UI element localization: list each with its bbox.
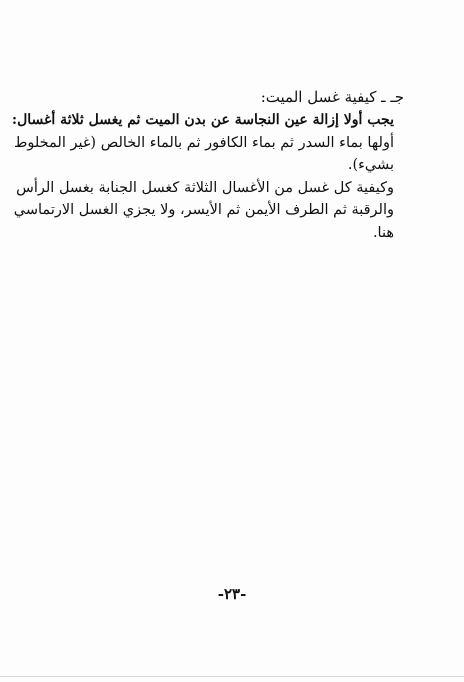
page-number: -٢٣- [217, 585, 247, 603]
text-line: بشيء). [347, 157, 394, 173]
page-edge-divider [0, 676, 464, 677]
section-heading: جـ ـ كيفية غسل الميت: [260, 88, 404, 106]
text-line: هنا. [372, 224, 394, 241]
text-line: يجب أولا إزالة عين النجاسة عن بدن الميت ثم يغسل ثلاثة أغسال: [11, 112, 394, 128]
text-line: أولها بماء السدر ثم بماء الكافور ثم بالماء الخالص (غير المخلوط [13, 134, 394, 151]
text-line: وكيفية كل غسل من الأغسال الثلاثة كغسل الجنابة بغسل الرأس [16, 179, 394, 196]
body-text [11, 86, 404, 244]
text-line: والرقبة ثم الطرف الأيمن ثم الأيسر، ولا يجزي الغسل الارتماسي [13, 202, 394, 218]
